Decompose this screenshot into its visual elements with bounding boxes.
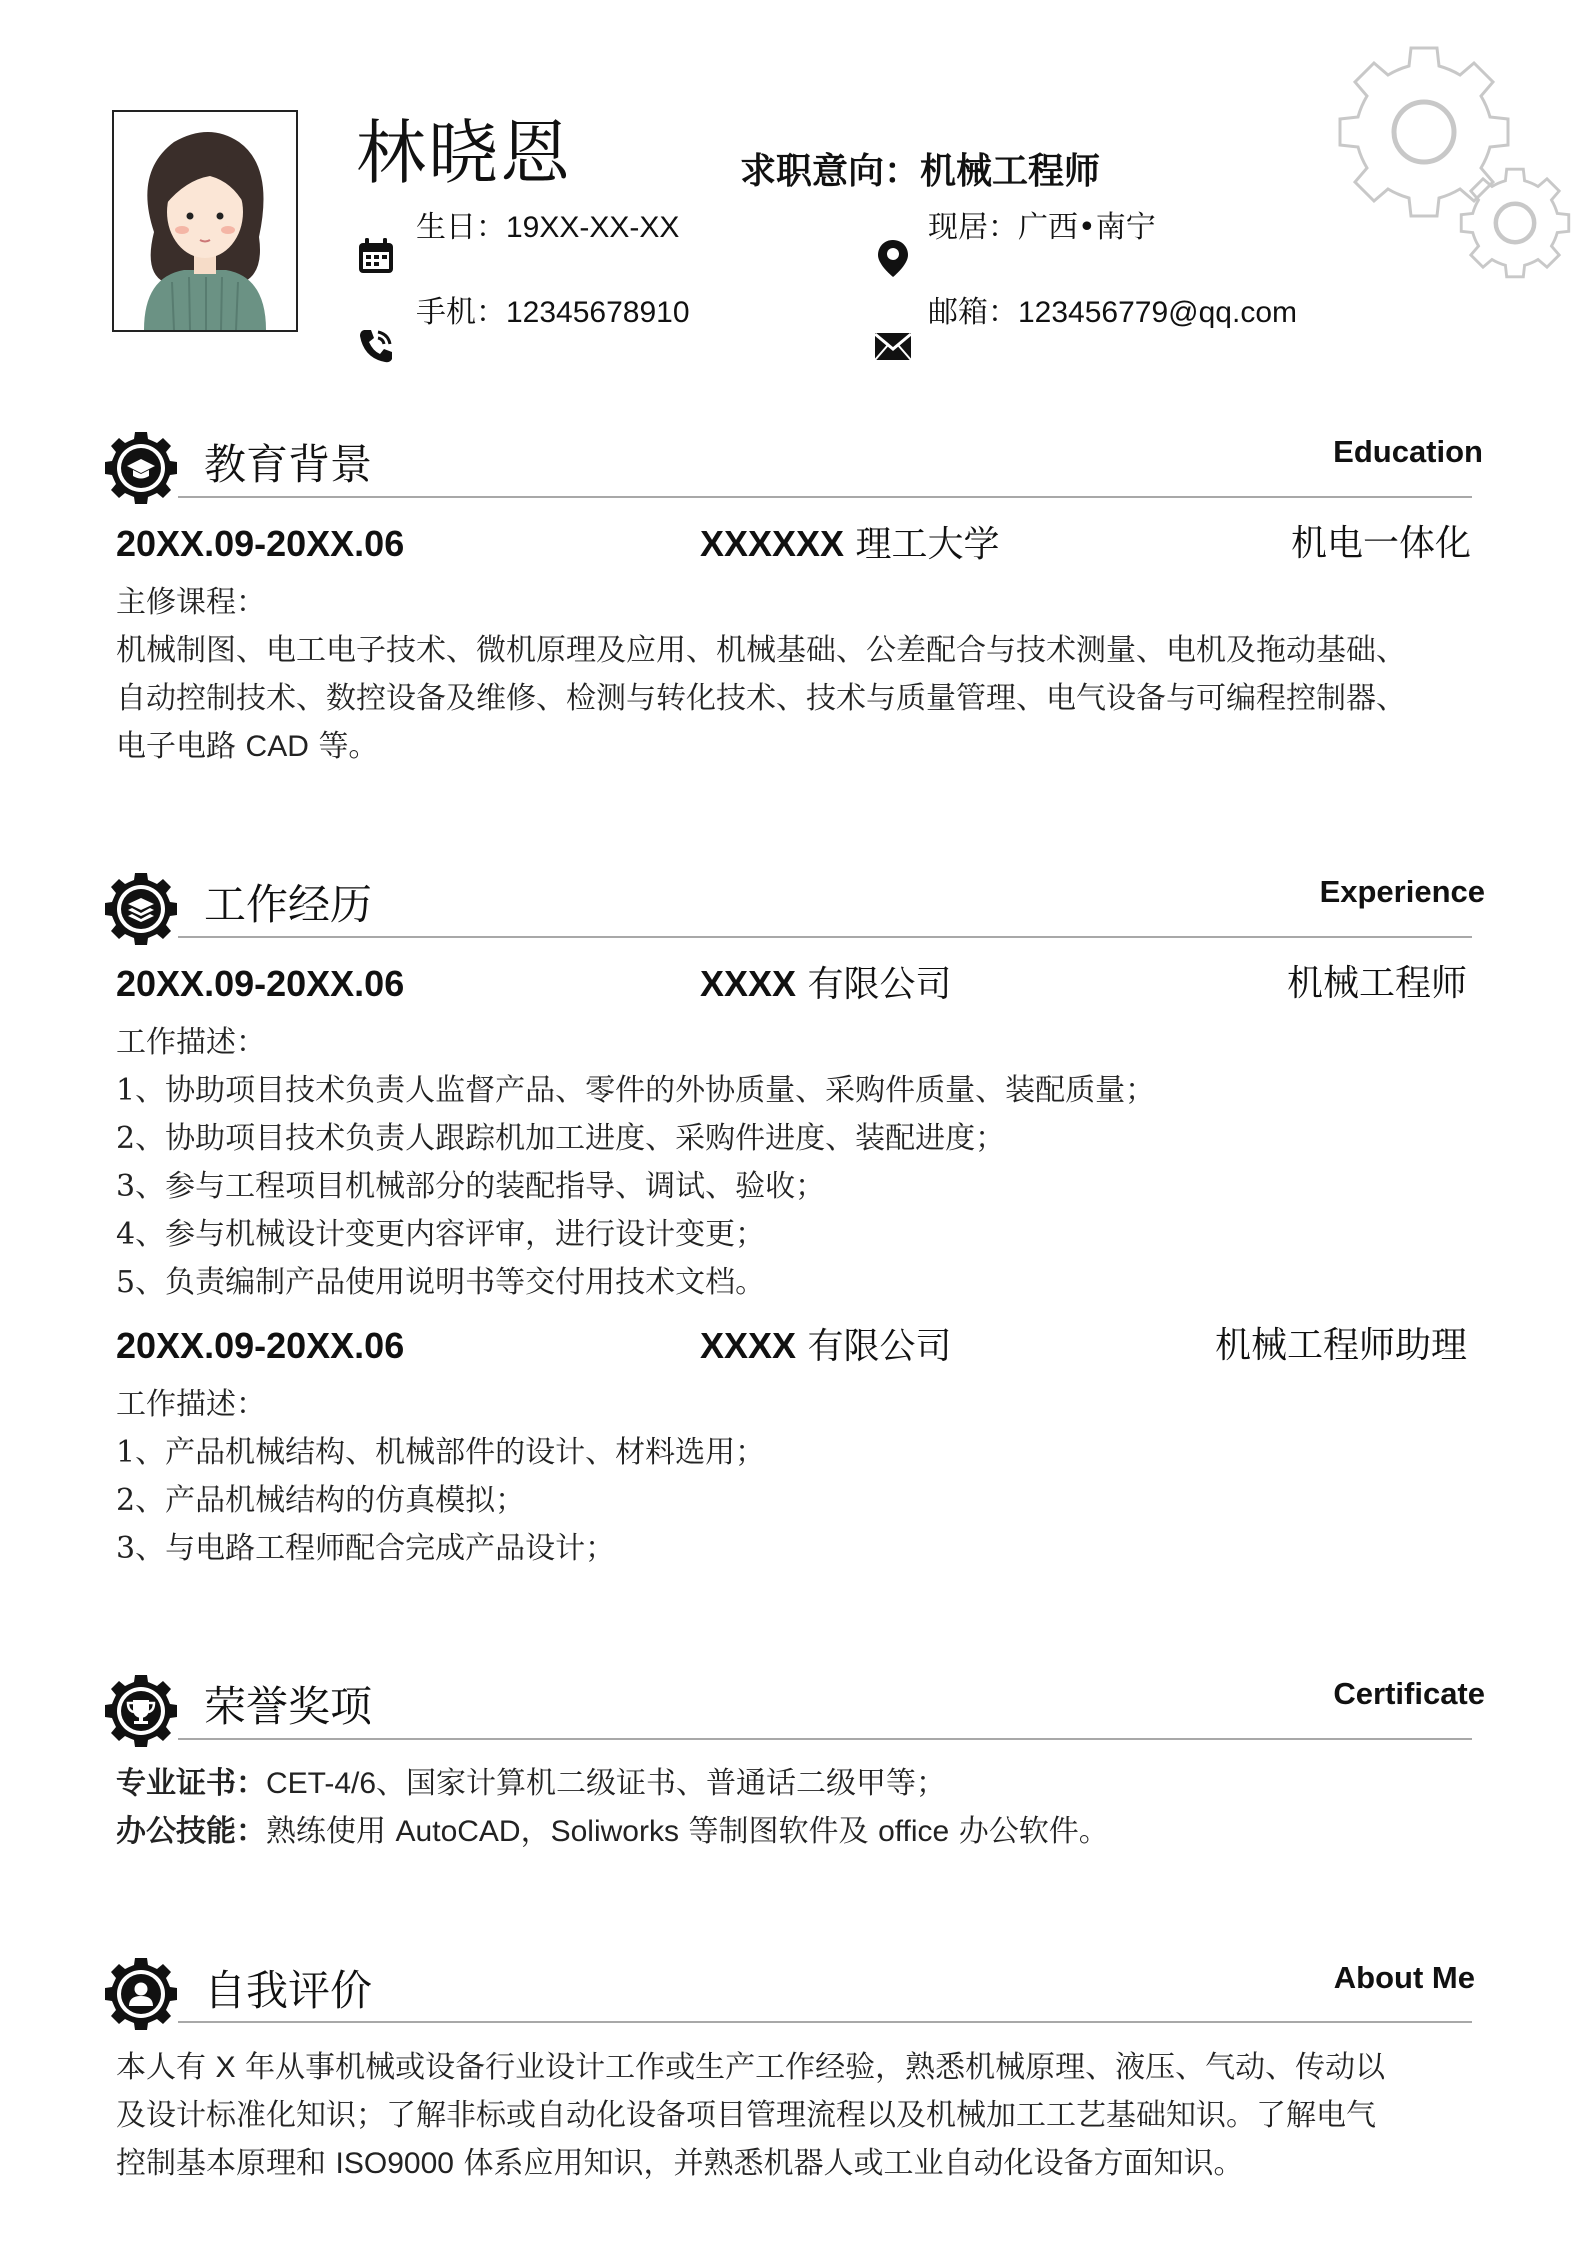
avatar-illustration-icon — [114, 112, 296, 330]
education-date: 20XX.09-20XX.06 — [116, 523, 405, 564]
education-major: 机电一体化 — [1290, 523, 1471, 564]
phone-value: 12345678910 — [506, 296, 690, 329]
calendar-icon — [356, 236, 396, 276]
email-field — [928, 295, 1297, 330]
email-value: 123456779@qq.com — [1018, 296, 1297, 329]
honors-content — [116, 1760, 1486, 1856]
education-school-cn: 理工大学 — [855, 524, 1000, 565]
skills-c: 等制图软件及 — [688, 1814, 869, 1849]
job-2-date: 20XX.09-20XX.06 — [116, 1325, 405, 1366]
gears-decoration-icon — [1330, 38, 1580, 288]
job-2-company-latin: XXXX — [700, 1325, 797, 1366]
location-pin-icon — [873, 238, 913, 278]
job-2-item: 3、与电路工程师配合完成产品设计； — [116, 1531, 616, 1566]
experience-layers-icon — [104, 872, 178, 946]
education-divider — [178, 496, 1472, 498]
email-label: 邮箱： — [928, 295, 1018, 330]
skills-line — [116, 1808, 1486, 1856]
phone-icon — [356, 326, 396, 366]
job-1-role: 机械工程师 — [1286, 963, 1467, 1004]
certificate-label: 专业证书： — [116, 1766, 266, 1801]
job-1-company-cn: 有限公司 — [807, 964, 952, 1005]
birthday-value: 19XX-XX-XX — [506, 211, 680, 244]
courses-label: 主修课程： — [116, 585, 266, 620]
job-1-company — [700, 963, 952, 1005]
about-line1-c: 年从事机械或设备行业设计工作或生产工作经验，熟悉机械原理、液压、气动、传动以 — [245, 2050, 1386, 2085]
location-field — [928, 210, 1156, 245]
about-line3-b: ISO9000 — [335, 2147, 454, 2180]
education-graduation-cap-icon — [104, 431, 178, 505]
education-school-latin: XXXXXX — [700, 523, 845, 564]
about-line — [116, 2044, 1486, 2092]
courses-line: 机械制图、电工电子技术、微机原理及应用、机械基础、公差配合与技术测量、电机及拖动基础、 — [116, 633, 1406, 668]
about-line1-b: X — [215, 2051, 236, 2084]
honors-trophy-icon — [104, 1674, 178, 1748]
about-divider — [178, 2021, 1472, 2023]
job-1-item: 2、协助项目技术负责人跟踪机加工进度、采购件进度、装配进度； — [116, 1121, 1006, 1156]
experience-title-en: Experience — [1319, 874, 1485, 909]
about-content — [116, 2044, 1486, 2188]
honors-divider — [178, 1738, 1472, 1740]
honors-title-en: Certificate — [1333, 1676, 1485, 1711]
about-line3-a: 控制基本原理和 — [116, 2146, 326, 2181]
job-2-description — [116, 1381, 1486, 1573]
skills-a: 熟练使用 — [266, 1814, 386, 1849]
about-me-person-icon — [104, 1957, 178, 2031]
about-line1-a: 本人有 — [116, 2050, 206, 2085]
about-title-en: About Me — [1333, 1960, 1475, 1995]
job-1-item: 3、参与工程项目机械部分的装配指导、调试、验收； — [116, 1169, 826, 1204]
job-2-role: 机械工程师助理 — [1214, 1325, 1467, 1366]
job-1-desc-label: 工作描述： — [116, 1025, 266, 1060]
profile-photo — [112, 110, 298, 332]
location-value: 广西•南宁 — [1018, 210, 1156, 245]
job-2-desc-label: 工作描述： — [116, 1387, 266, 1422]
job-2-item: 1、产品机械结构、机械部件的设计、材料选用； — [116, 1435, 766, 1470]
job-1-item: 1、协助项目技术负责人监督产品、零件的外协质量、采购件质量、装配质量； — [116, 1073, 1156, 1108]
birthday-label: 生日： — [416, 210, 506, 245]
job-1-item: 4、参与机械设计变更内容评审，进行设计变更； — [116, 1217, 766, 1252]
about-title: 自我评价 — [204, 1966, 373, 2015]
certificate-latin: CET-4/6 — [266, 1767, 377, 1800]
job-1-description — [116, 1019, 1486, 1307]
skills-e: 办公软件。 — [958, 1814, 1109, 1849]
phone-label: 手机： — [416, 295, 506, 330]
experience-divider — [178, 936, 1472, 938]
job-2-company-cn: 有限公司 — [807, 1326, 952, 1367]
mail-icon — [873, 326, 913, 366]
job-intent-value: 机械工程师 — [920, 151, 1101, 192]
name: 林晓恩 — [356, 112, 572, 194]
skills-label: 办公技能： — [116, 1814, 266, 1849]
job-1-item: 5、负责编制产品使用说明书等交付用技术文档。 — [116, 1265, 766, 1300]
job-2-company — [700, 1325, 952, 1367]
courses-line3-c: 等。 — [318, 729, 379, 764]
job-1-company-latin: XXXX — [700, 963, 797, 1004]
birthday-field — [416, 210, 680, 245]
about-line — [116, 2140, 1486, 2188]
courses-line3-a: 电子电路 — [116, 729, 236, 764]
honors-title: 荣誉奖项 — [204, 1682, 373, 1731]
courses-line — [116, 723, 1486, 771]
phone-field — [416, 295, 690, 330]
education-title-en: Education — [1333, 434, 1483, 469]
experience-title: 工作经历 — [204, 880, 373, 929]
certificate-rest: 、国家计算机二级证书、普通话二级甲等； — [376, 1766, 947, 1801]
job-1-date: 20XX.09-20XX.06 — [116, 963, 405, 1004]
education-school — [700, 523, 1000, 565]
job-intent-label: 求职意向： — [740, 151, 921, 192]
about-line3-c: 体系应用知识，并熟悉机器人或工业自动化设备方面知识。 — [463, 2146, 1244, 2181]
education-title: 教育背景 — [204, 440, 373, 489]
about-line: 及设计标准化知识；了解非标或自动化设备项目管理流程以及机械加工工艺基础知识。了解电气 — [116, 2098, 1376, 2133]
courses-line3-b: CAD — [245, 730, 309, 763]
education-courses — [116, 579, 1486, 771]
skills-b: AutoCAD，Soliworks — [395, 1815, 679, 1848]
job-intent — [740, 151, 1101, 192]
location-label: 现居： — [928, 210, 1018, 245]
certificate-line — [116, 1760, 1486, 1808]
job-2-item: 2、产品机械结构的仿真模拟； — [116, 1483, 526, 1518]
courses-line: 自动控制技术、数控设备及维修、检测与转化技术、技术与质量管理、电气设备与可编程控制器、 — [116, 681, 1406, 716]
skills-d: office — [878, 1815, 950, 1848]
